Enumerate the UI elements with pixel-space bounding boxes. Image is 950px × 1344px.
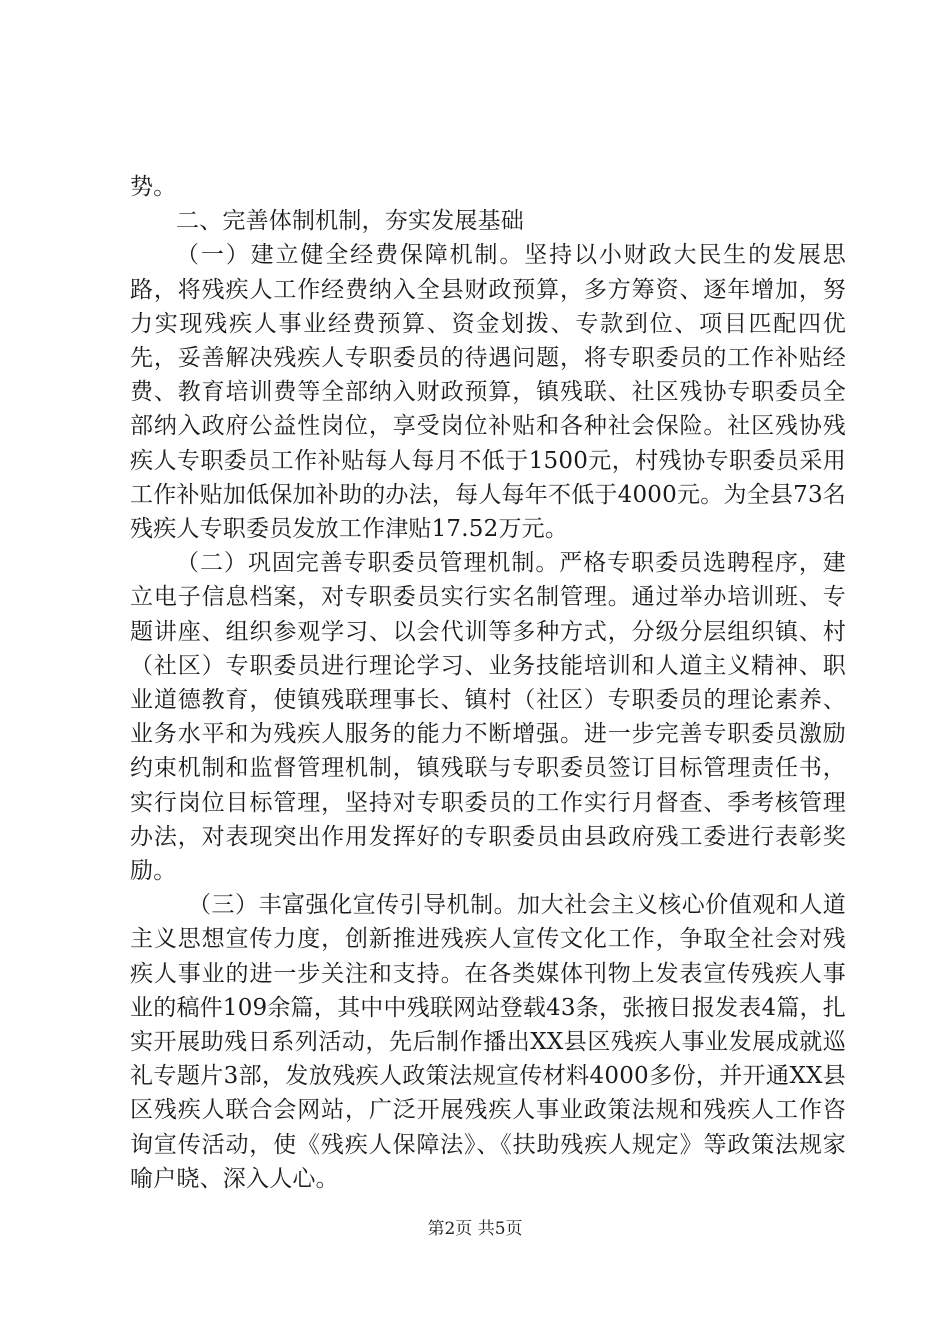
- paragraph-funding-mechanism: （一）建立健全经费保障机制。坚持以小财政大民生的发展思路，将残疾人工作经费纳入全县财政预算，多方筹资、逐年增加，努力实现残疾人事业经费预算、资金划拨、专款到位、项目匹配四优先，妥善解决残疾人专职委员的待遇问题，将专职委员的工作补贴经费、教育培训费等全部纳入财政预算，镇残联、社区残协专职委员全部纳入政府公益性岗位，享受岗位补贴和各种社会保险。社区残协残疾人专职委员工作补贴每人每月不低于1500元，村残协专职委员采用工作补贴加低保加补助的办法，每人每年不低于4000元。为全县73名残疾人专职委员发放工作津贴17.52万元。: [130, 242, 846, 543]
- page-footer: [0, 1214, 950, 1239]
- paragraph-publicity-mechanism: （三）丰富强化宣传引导机制。加大社会主义核心价值观和人道主义思想宣传力度，创新推进残疾人宣传文化工作，争取全社会对残疾人事业的进一步关注和支持。在各类媒体刊物上发表宣传残疾人事业的稿件109余篇，其中中残联网站登载43条，张掖日报发表4篇，扎实开展助残日系列活动，先后制作播出XX县区残疾人事业发展成就巡礼专题片3部，发放残疾人政策法规宣传材料4000多份，并开通XX县区残疾人联合会网站，广泛开展残疾人事业政策法规和残疾人工作咨询宣传活动，使《残疾人保障法》、《扶助残疾人规定》等政策法规家喻户晓、深入人心。: [130, 892, 846, 1192]
- paragraph-continuation: 势。: [130, 174, 177, 200]
- document-body: [130, 170, 846, 1196]
- section-heading: 二、完善体制机制，夯实发展基础: [176, 208, 524, 235]
- page-number-label: 第2页 共5页: [427, 1219, 523, 1239]
- paragraph-management-mechanism: （二）巩固完善专职委员管理机制。严格专职委员选聘程序，建立电子信息档案，对专职委员实行实名制管理。通过举办培训班、专题讲座、组织参观学习、以会代训等多种方式，分级分层组织镇、村（社区）专职委员进行理论学习、业务技能培训和人道主义精神、职业道德教育，使镇残联理事长、镇村（社区）专职委员的理论素养、业务水平和为残疾人服务的能力不断增强。进一步完善专职委员激励约束机制和监督管理机制，镇残联与专职委员签订目标管理责任书，实行岗位目标管理，坚持对专职委员的工作实行月督查、季考核管理办法，对表现突出作用发挥好的专职委员由县政府残工委进行表彰奖励。: [130, 550, 846, 885]
